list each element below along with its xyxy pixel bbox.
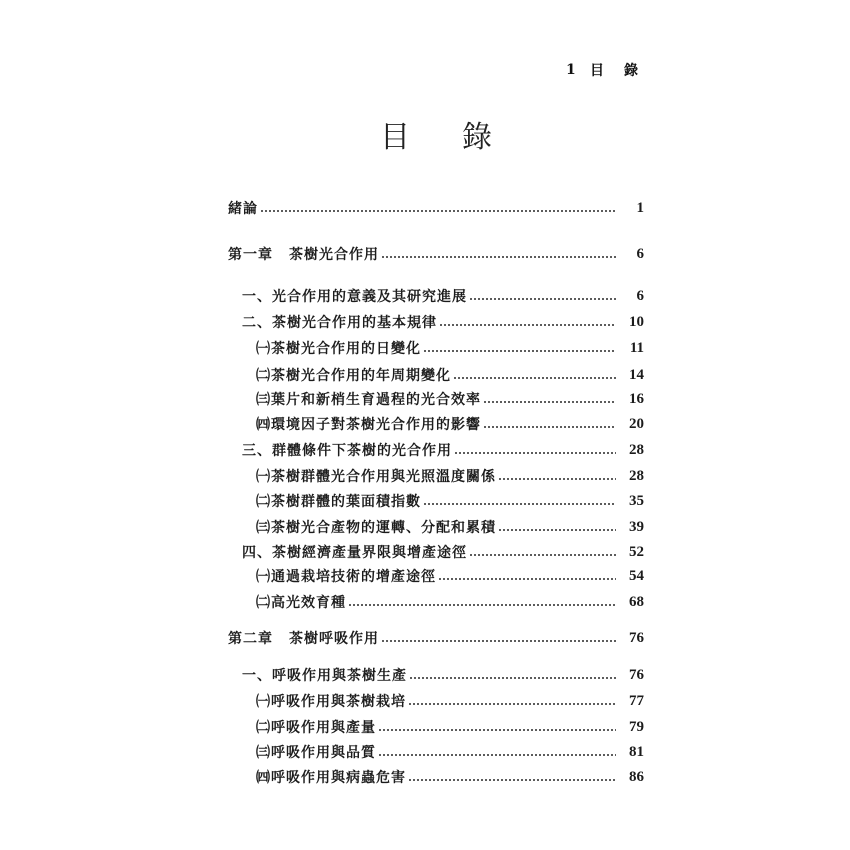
toc-entry-page: 68 — [629, 593, 644, 610]
toc-entry-page: 39 — [629, 518, 644, 535]
toc-entry-page: 54 — [629, 567, 644, 584]
dot-leader — [381, 256, 616, 258]
toc-entry-page: 52 — [629, 543, 644, 560]
toc-entry-label: ㈡茶樹群體的葉面積指數 — [256, 494, 421, 510]
toc-entry-label: 茶樹呼吸作用 — [289, 631, 379, 647]
toc-entry-label: 茶樹光合作用 — [289, 247, 379, 263]
toc-entry-page: 11 — [629, 339, 644, 356]
toc-entry-page: 77 — [629, 692, 644, 709]
toc-entry-page: 14 — [629, 366, 644, 383]
dot-leader — [409, 677, 616, 679]
toc-entry-label: ㈠茶樹群體光合作用與光照溫度關係 — [256, 469, 496, 485]
toc-entry-subsection[interactable] — [228, 690, 644, 712]
toc-entry-page: 6 — [636, 245, 644, 262]
toc-entry-label: ㈡高光效育種 — [256, 595, 346, 611]
toc-entry-page: 16 — [629, 390, 644, 407]
toc-entry-subsection[interactable] — [228, 741, 644, 763]
dot-leader — [439, 324, 616, 326]
toc-entry-section[interactable] — [228, 311, 644, 333]
toc-entry-subsection[interactable] — [228, 388, 644, 410]
toc-entry-page: 20 — [629, 415, 644, 432]
toc-entry-subsection[interactable] — [228, 591, 644, 613]
toc-entry-intro[interactable] — [228, 197, 644, 219]
toc-entry-section[interactable] — [228, 664, 644, 686]
toc-entry-section[interactable] — [228, 541, 644, 563]
toc-entry-page: 81 — [629, 743, 644, 760]
toc-entry-subsection[interactable] — [228, 490, 644, 512]
toc-entry-section[interactable] — [228, 285, 644, 307]
dot-leader — [469, 298, 616, 300]
dot-leader — [454, 452, 616, 454]
toc-entry-label: ㈠通過栽培技術的增產途徑 — [256, 569, 436, 585]
running-head-title-char-1: 目 — [590, 63, 604, 79]
toc-entry-label: ㈡呼吸作用與產量 — [256, 720, 376, 736]
toc-entry-subsection[interactable] — [228, 565, 644, 587]
toc-entry-subsection[interactable] — [228, 766, 644, 788]
running-head — [566, 60, 648, 80]
dot-leader — [408, 779, 616, 781]
running-head-page-number: 1 — [566, 62, 576, 78]
toc-entry-label: 三、群體條件下茶樹的光合作用 — [242, 443, 452, 459]
toc-entry-label: ㈡茶樹光合作用的年周期變化 — [256, 368, 451, 384]
dot-leader — [378, 729, 616, 731]
toc-entry-page: 6 — [636, 287, 644, 304]
dot-leader — [260, 210, 616, 212]
toc-entry-label: ㈢葉片和新梢生育過程的光合效率 — [256, 392, 481, 408]
toc-entry-label: ㈠呼吸作用與茶樹栽培 — [256, 694, 406, 710]
toc-entry-page: 10 — [629, 313, 644, 330]
dot-leader — [483, 401, 616, 403]
dot-leader — [348, 604, 616, 606]
toc-entry-label: ㈣環境因子對茶樹光合作用的影響 — [256, 417, 481, 433]
toc-entry-label: 一、光合作用的意義及其研究進展 — [242, 289, 467, 305]
toc-entry-chapter-1[interactable] — [228, 243, 644, 265]
running-head-title-char-2: 錄 — [624, 63, 638, 79]
toc-entry-page: 76 — [629, 629, 644, 646]
toc-entry-subsection[interactable] — [228, 716, 644, 738]
toc-chapter-number: 第一章 — [228, 247, 273, 263]
page-title — [380, 112, 492, 156]
dot-leader — [408, 703, 616, 705]
toc-entry-page: 28 — [629, 467, 644, 484]
dot-leader — [438, 578, 616, 580]
toc-entry-subsection[interactable] — [228, 364, 644, 386]
toc-entry-page: 1 — [636, 199, 644, 216]
toc-entry-subsection[interactable] — [228, 465, 644, 487]
dot-leader — [498, 529, 616, 531]
dot-leader — [483, 426, 616, 428]
toc-chapter-number: 第二章 — [228, 631, 273, 647]
toc-entry-label: ㈢呼吸作用與品質 — [256, 745, 376, 761]
toc-entry-page: 76 — [629, 666, 644, 683]
toc-entry-page: 35 — [629, 492, 644, 509]
toc-entry-page: 86 — [629, 768, 644, 785]
toc-entry-subsection[interactable] — [228, 413, 644, 435]
toc-entry-label: 二、茶樹光合作用的基本規律 — [242, 315, 437, 331]
toc-entry-label: 緒論 — [228, 201, 258, 217]
toc-entry-label: 一、呼吸作用與茶樹生產 — [242, 668, 407, 684]
toc-entry-subsection[interactable] — [228, 516, 644, 538]
toc-entry-page: 79 — [629, 718, 644, 735]
dot-leader — [498, 478, 616, 480]
toc-entry-chapter-2[interactable] — [228, 627, 644, 649]
toc-entry-label: ㈣呼吸作用與病蟲危害 — [256, 770, 406, 786]
page-title-char-2: 錄 — [462, 120, 492, 155]
toc-entry-label: ㈠茶樹光合作用的日變化 — [256, 341, 421, 357]
dot-leader — [423, 350, 616, 352]
dot-leader — [469, 554, 616, 556]
toc-entry-subsection[interactable] — [228, 337, 644, 359]
toc-entry-section[interactable] — [228, 439, 644, 461]
dot-leader — [378, 754, 616, 756]
toc-entry-label: 四、茶樹經濟產量界限與增產途徑 — [242, 545, 467, 561]
toc-entry-label: ㈢茶樹光合產物的運轉、分配和累積 — [256, 520, 496, 536]
dot-leader — [381, 640, 616, 642]
page-title-char-1: 目 — [380, 120, 410, 155]
dot-leader — [453, 377, 616, 379]
dot-leader — [423, 503, 616, 505]
toc-entry-page: 28 — [629, 441, 644, 458]
